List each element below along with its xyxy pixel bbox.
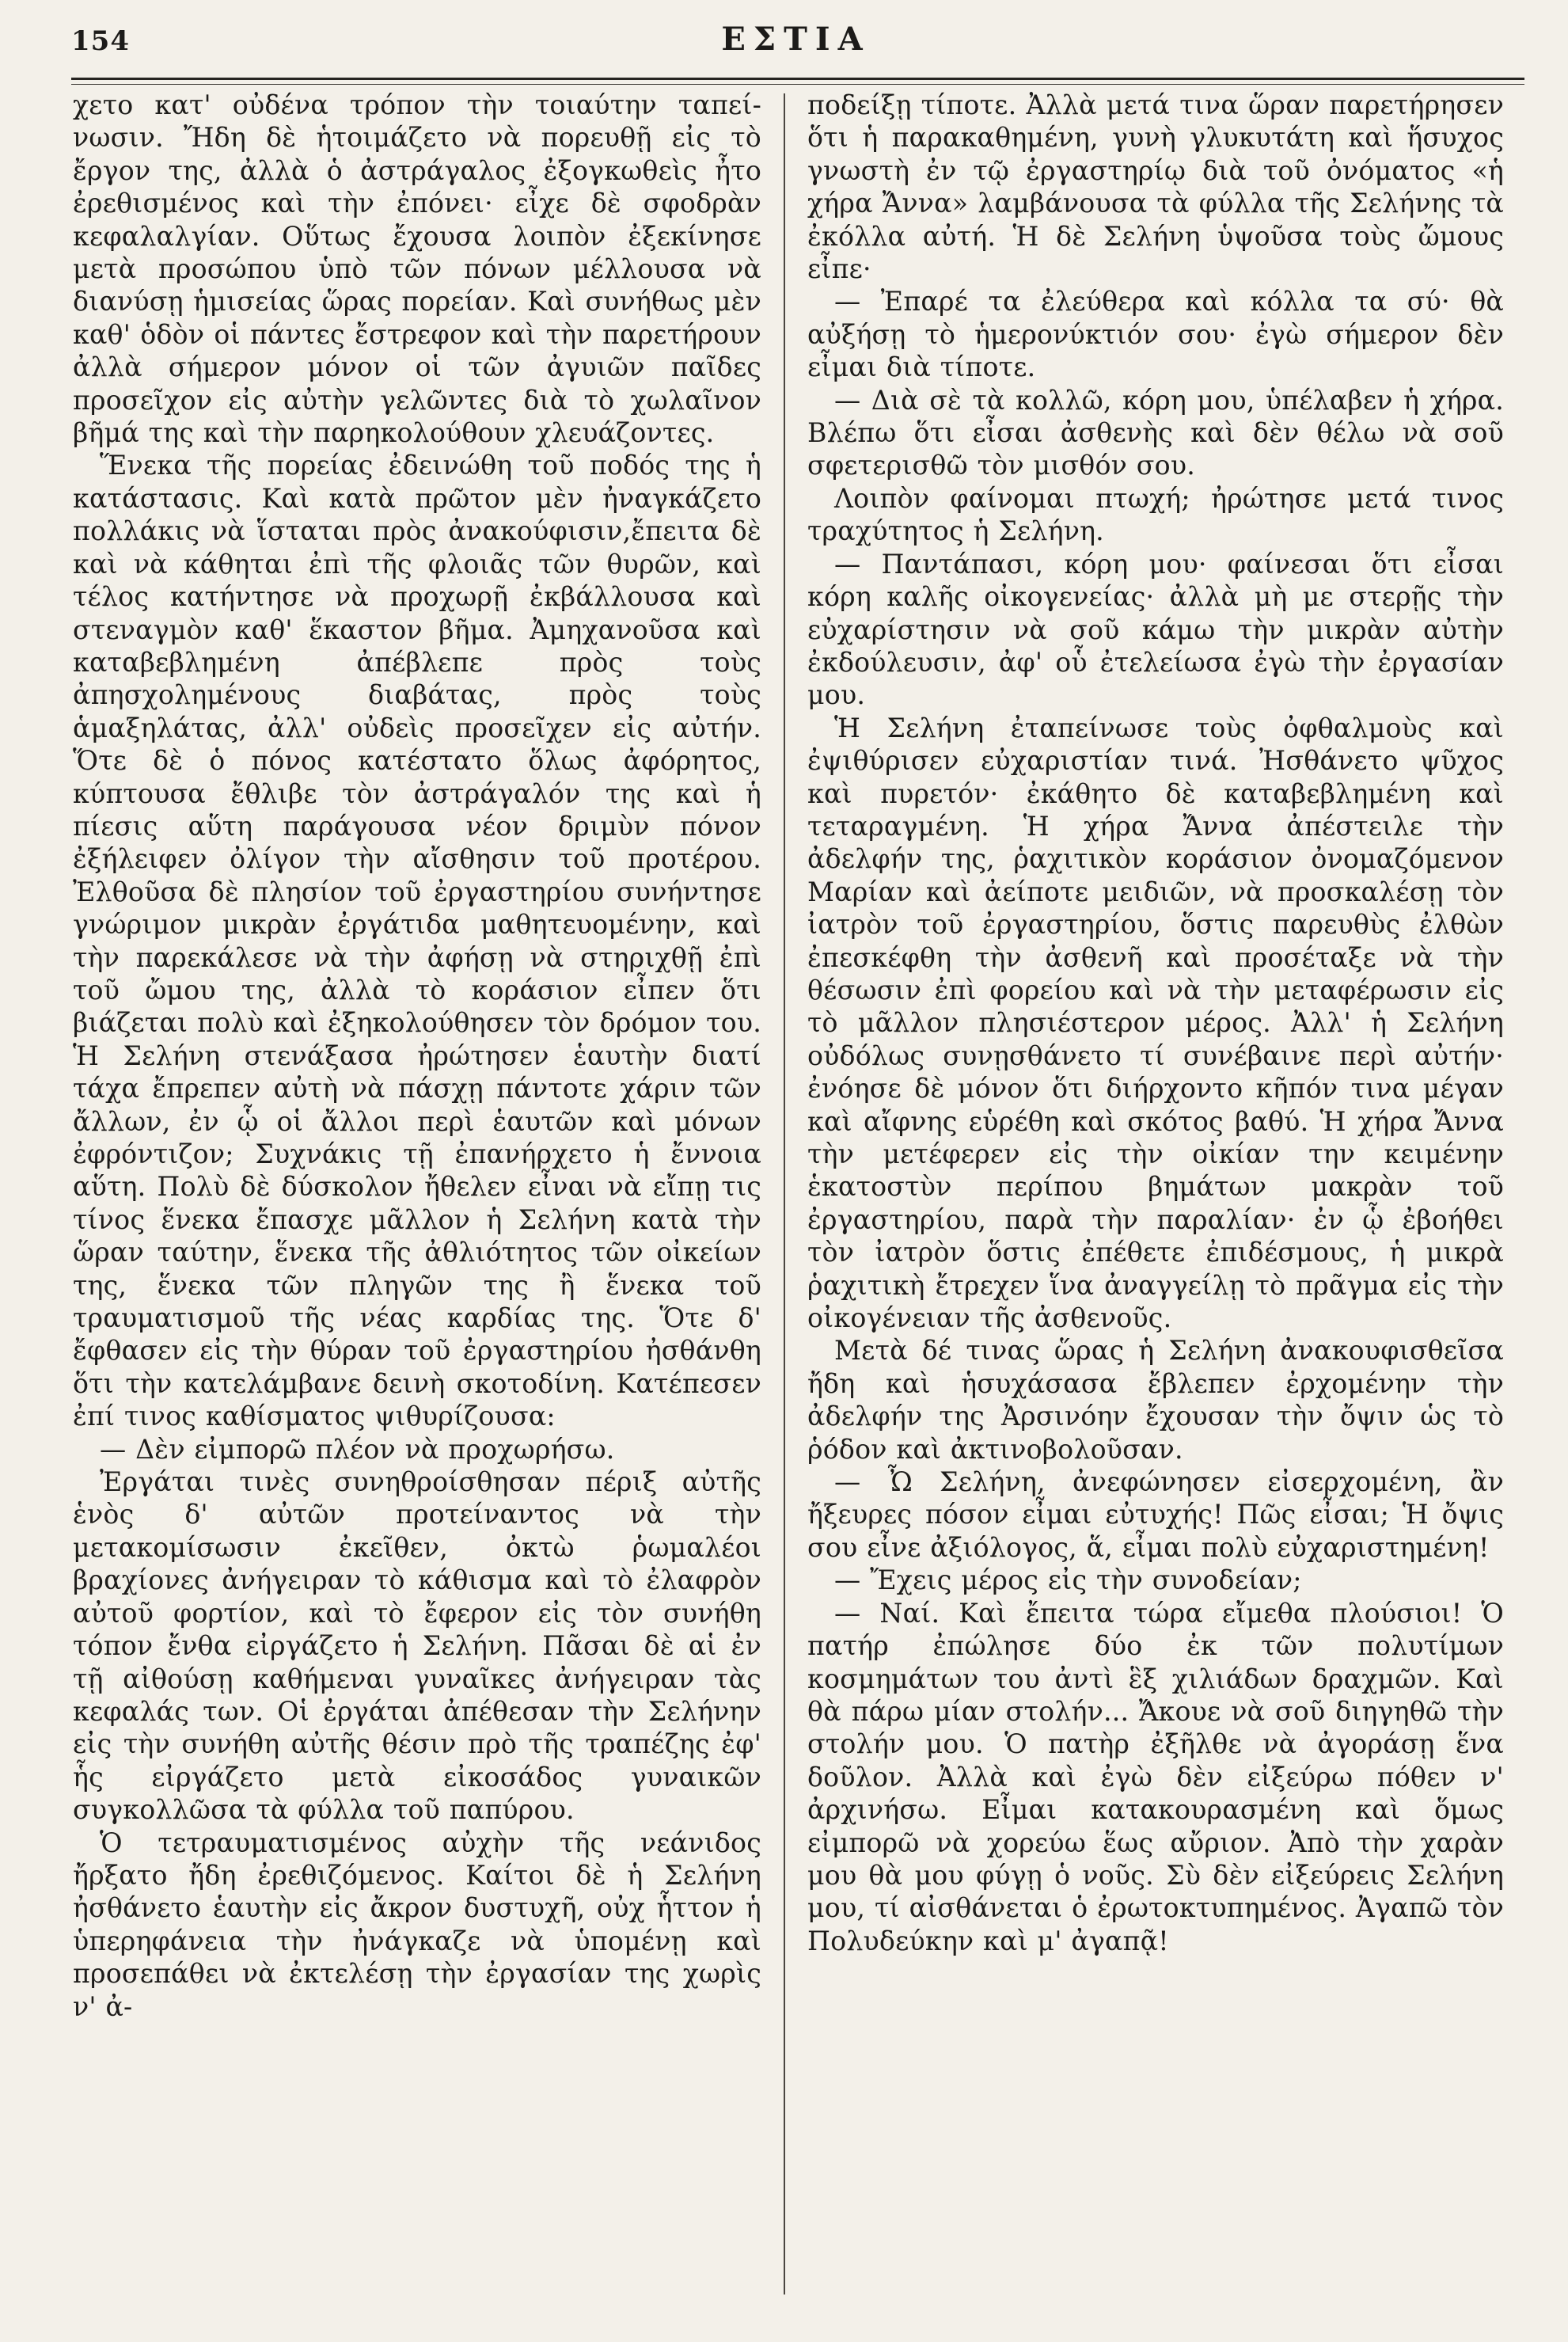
dialogue-line: — Διὰ σὲ τὰ κολλῶ, κόρη μου, ὑπέλαβεν ἡ χήρα. Βλέπω ὅτι εἶσαι ἀσθενὴς καὶ δὲν θέλω νὰ σοῦ σφετερισθῶ τὸν μισθόν σου. — [807, 384, 1504, 481]
dialogue-line: — Παντάπασι, κόρη μου· φαίνεσαι ὅτι εἶσαι κόρη καλῆς οἰκογενείας· ἀλλὰ μὴ με στερῇς τὴν εὐχαρίστησιν νὰ σοῦ κάμω τὴν μικρὰν αὐτὴν ἐκδούλευσιν, ἀφ' οὗ ἐτελείωσα ἐγὼ τὴν ἐργασίαν μου. — [807, 548, 1504, 711]
dialogue-line: — Ὦ Σελήνη, ἀνεφώνησεν εἰσερχομένη, ἂν ἤξευρες πόσον εἶμαι εὐτυχής! Πῶς εἶσαι; Ἡ ὄψις σου εἶνε ἀξιόλογος, ἅ, εἶμαι πολὺ εὐχαριστημένη! — [807, 1466, 1504, 1563]
paragraph: Ἕνεκα τῆς πορείας ἐδεινώθη τοῦ ποδός της ἡ κατάστασις. Καὶ κατὰ πρῶτον μὲν ἠναγκάζετο πολλάκις νὰ ἵσταται πρὸς ἀνακούφισιν,ἔπειτα δὲ καὶ νὰ κάθηται ἐπὶ τῆς φλοιᾶς τῶν θυρῶν, καὶ τέλος κατήντησε νὰ προχωρῇ ἐκβάλλουσα καὶ στεναγμὸν καθ' ἕκαστον βῆμα. Ἀμηχανοῦσα καὶ καταβεβλημένη ἀπέβλεπε πρὸς τοὺς ἀπησχολημένους διαβάτας, πρὸς τοὺς ἁμαξηλάτας, ἀλλ' οὐδεὶς προσεῖχεν εἰς αὐτήν. Ὅτε δὲ ὁ πόνος κατέστατο ὅλως ἀφόρητος, κύπτουσα ἔθλιβε τὸν ἀστράγαλόν της καὶ ἡ πίεσις αὕτη παράγουσα νέον δριμὺν πόνον ἐξήλειφεν ὀλίγον τὴν αἴσθησιν τοῦ προτέρου. Ἐλθοῦσα δὲ πλησίον τοῦ ἐργαστηρίου συνήντησε γνώριμον μικρὰν ἐργάτιδα μαθητευομένην, καὶ τὴν παρεκάλεσε νὰ τὴν ἀφήσῃ νὰ στηριχθῇ ἐπὶ τοῦ ὤμου της, ἀλλὰ τὸ κοράσιον εἶπεν ὅτι βιάζεται πολὺ καὶ ἐξηκολούθησεν τὸν δρόμον του. Ἡ Σελήνη στενάξασα ἠρώτησεν ἑαυτὴν διατί τάχα ἔπρεπεν αὐτὴ νὰ πάσχῃ πάντοτε χάριν τῶν ἄλλων, ἐν ᾧ οἱ ἄλλοι περὶ ἑαυτῶν καὶ μόνων ἐφρόντιζον; Συχνάκις τῇ ἐπανήρχετο ἡ ἔννοια αὕτη. Πολὺ δὲ δύσκολον ἤθελεν εἶναι νὰ εἴπῃ τις τίνος ἕνεκα ἔπασχε μᾶλλον ἡ Σελήνη κατὰ τὴν ὥραν ταύτην, ἕνεκα τῆς ἀθλιότητος τῶν οἰκείων της, ἕνεκα τῶν πληγῶν της ἢ ἕνεκα τοῦ τραυματισμοῦ τῆς νέας καρδίας της. Ὅτε δ' ἔφθασεν εἰς τὴν θύραν τοῦ ἐργαστηρίου ἠσθάνθη ὅτι τὴν κατελάμβανε δεινὴ σκοτοδίνη. Κατέπεσεν ἐπί τινος καθίσματος ψιθυρίζουσα: — [73, 450, 761, 1432]
running-title: ΕΣΤΙΑ — [721, 21, 871, 58]
paragraph: Μετὰ δέ τινας ὥρας ἡ Σελήνη ἀνακουφισθεῖσα ἤδη καὶ ἡσυχάσασα ἔβλεπεν ἐρχομένην τὴν ἀδελφήν της Ἀρσινόην ἔχουσαν τὴν ὄψιν ὡς τὸ ῥόδον καὶ ἀκτινοβολοῦσαν. — [807, 1335, 1504, 1465]
header-rule-thin — [71, 84, 1524, 85]
paragraph: Λοιπὸν φαίνομαι πτωχή; ἠρώτησε μετά τινος τραχύτητος ἡ Σελήνη. — [807, 482, 1504, 547]
header-rule — [71, 78, 1524, 80]
right-column — [807, 89, 1504, 1957]
paragraph: Ὁ τετραυματισμένος αὐχὴν τῆς νεάνιδος ἤρξατο ἤδη ἐρεθιζόμενος. Καίτοι δὲ ἡ Σελήνη ἠσθάνετο ἑαυτὴν εἰς ἄκρον δυστυχῆ, οὐχ ἧττον ἡ ὑπερηφάνεια τὴν ἠνάγκαζε νὰ ὑπομένῃ καὶ προσεπάθει νὰ ἐκτελέσῃ τὴν ἐργασίαν της χωρὶς ν' ἀ- — [73, 1827, 761, 2022]
dialogue-line: — Ναί. Καὶ ἔπειτα τώρα εἴμεθα πλούσιοι! Ὁ πατήρ ἐπώλησε δύο ἐκ τῶν πολυτίμων κοσμημάτων του ἀντὶ ἓξ χιλιάδων δραχμῶν. Καὶ θὰ πάρω μίαν στολήν... Ἄκουε νὰ σοῦ διηγηθῶ τὴν στολήν μου. Ὁ πατὴρ ἐξῆλθε νὰ ἀγοράσῃ ἕνα δοῦλον. Ἀλλὰ καὶ ἐγὼ δὲν εἰξεύρω πόθεν ν' ἀρχινήσω. Εἶμαι κατακουρασμένη καὶ ὅμως εἰμπορῶ νὰ χορεύω ἕως αὔριον. Ἀπὸ τὴν χαρὰν μου θὰ μου φύγῃ ὁ νοῦς. Σὺ δὲν εἰξεύρεις Σελήνη μου, τί αἰσθάνεται ὁ ἐρωτοκτυπημένος. Ἀγαπῶ τὸν Πολυδεύκην καὶ μ' ἀγαπᾷ! — [807, 1597, 1504, 1956]
dialogue-line: — Ἔχεις μέρος εἰς τὴν συνοδείαν; — [834, 1565, 1302, 1596]
paragraph: Ἡ Σελήνη ἐταπείνωσε τοὺς ὀφθαλμοὺς καὶ ἐψιθύρισεν εὐχαριστίαν τινά. Ἠσθάνετο ψῦχος καὶ πυρετόν· ἐκάθητο δὲ καταβεβλημένη καὶ τεταραγμένη. Ἡ χήρα Ἄννα ἀπέστειλε τὴν ἀδελφήν της, ῥαχιτικὸν κοράσιον ὀνομαζόμενον Μαρίαν καὶ ἀείποτε μειδιῶν, νὰ προσκαλέσῃ τὸν ἰατρὸν τοῦ ἐργαστηρίου, ὅστις παρευθὺς ἐλθὼν ἐπεσκέφθη τὴν ἀσθενῆ καὶ προσέταξε νὰ τὴν θέσωσιν ἐπὶ φορείου καὶ νὰ τὴν μεταφέρωσιν εἰς τὸ μᾶλλον πλησιέστερον μέρος. Ἀλλ' ἡ Σελήνη οὐδόλως συνῃσθάνετο τί συνέβαινε περὶ αὐτήν· ἐνόησε δὲ μόνον ὅτι διήρχοντο κῆπόν τινα μέγαν καὶ αἴφνης εὑρέθη καὶ σκότος βαθύ. Ἡ χήρα Ἄννα τὴν μετέφερεν εἰς τὴν οἰκίαν την κειμένην ἑκατοστὺν περίπου βημάτων μακρὰν τοῦ ἐργαστηρίου, παρὰ τὴν παραλίαν· ἐν ᾧ ἐβοήθει τὸν ἰατρὸν ὅστις ἐπέθετε ἐπιδέσμους, ἡ μικρὰ ῥαχιτικὴ ἔτρεχεν ἵνα ἀναγγείλῃ τὸ πρᾶγμα εἰς τὴν οἰκογένειαν τῆς ἀσθενοῦς. — [807, 712, 1504, 1334]
left-column — [73, 89, 761, 2023]
paragraph: ποδείξῃ τίποτε. Ἀλλὰ μετά τινα ὥραν παρετήρησεν ὅτι ἡ παρακαθημένη, γυνὴ γλυκυτάτη καὶ ἥσυχος γνωστὴ ἐν τῷ ἐργαστηρίῳ διὰ τοῦ ὀνόματος «ἡ χήρα Ἄννα» λαμβάνουσα τὰ φύλλα τῆς Σελήνης τὰ ἐκόλλα αὐτή. Ἡ δὲ Σελήνη ὑψοῦσα τοὺς ὤμους εἶπε· — [807, 89, 1504, 285]
page-number: 154 — [71, 25, 130, 57]
paragraph: χετο κατ' οὐδένα τρόπον τὴν τοιαύτην ταπεί-νωσιν. Ἤδη δὲ ἡτοιμάζετο νὰ πορευθῇ εἰς τὸ ἔργον της, ἀλλὰ ὁ ἀστράγαλος ἐξογκωθεὶς ἦτο ἐρεθισμένος καὶ τὴν ἐπόνει· εἶχε δὲ σφοδρὰν κεφαλαλγίαν. Οὕτως ἔχουσα λοιπὸν ἐξεκίνησε μετὰ προσώπου ὑπὸ τῶν πόνων μέλλουσα νὰ διανύσῃ ἡμισείας ὥρας πορείαν. Καὶ συνήθως μὲν καθ' ὁδὸν οἱ πάντες ἔστρεφον καὶ τὴν παρετήρουν ἀλλὰ σήμερον μόνον οἱ τῶν ἀγυιῶν παῖδες προσεῖχον εἰς αὐτὴν γελῶντες διὰ τὸ χωλαῖνον βῆμά της καὶ τὴν παρηκολούθουν χλευάζοντες. — [73, 89, 761, 449]
page-header — [71, 14, 1521, 70]
dialogue-line: — Ἐπαρέ τα ἐλεύθερα καὶ κόλλα τα σύ· θὰ αὐξήσῃ τὸ ἡμερονύκτιόν σου· ἐγὼ σήμερον δὲν εἶμαι διὰ τίποτε. — [807, 286, 1504, 383]
dialogue-line: — Δὲν εἰμπορῶ πλέον νὰ προχωρήσω. — [100, 1433, 615, 1465]
paragraph: Ἐργάται τινὲς συνηθροίσθησαν πέριξ αὐτῆς ἑνὸς δ' αὐτῶν προτείναντος νὰ τὴν μετακομίσωσιν ἐκεῖθεν, ὀκτὼ ῥωμαλέοι βραχίονες ἀνήγειραν τὸ κάθισμα καὶ τὸ ἐλαφρὸν αὐτοῦ φορτίον, καὶ τὸ ἔφερον εἰς τὸν συνήθη τόπον ἔνθα εἰργάζετο ἡ Σελήνη. Πᾶσαι δὲ αἱ ἐν τῇ αἰθούσῃ καθήμεναι γυναῖκες ἀνήγειραν τὰς κεφαλάς των. Οἱ ἐργάται ἀπέθεσαν τὴν Σελήνην εἰς τὴν συνήθη αὐτῆς θέσιν πρὸ τῆς τραπέζης ἐφ' ἧς εἰργάζετο μετὰ εἰκοσάδος γυναικῶν συγκολλῶσα τὰ φύλλα τοῦ παπύρου. — [73, 1466, 761, 1826]
column-divider — [784, 93, 785, 2294]
